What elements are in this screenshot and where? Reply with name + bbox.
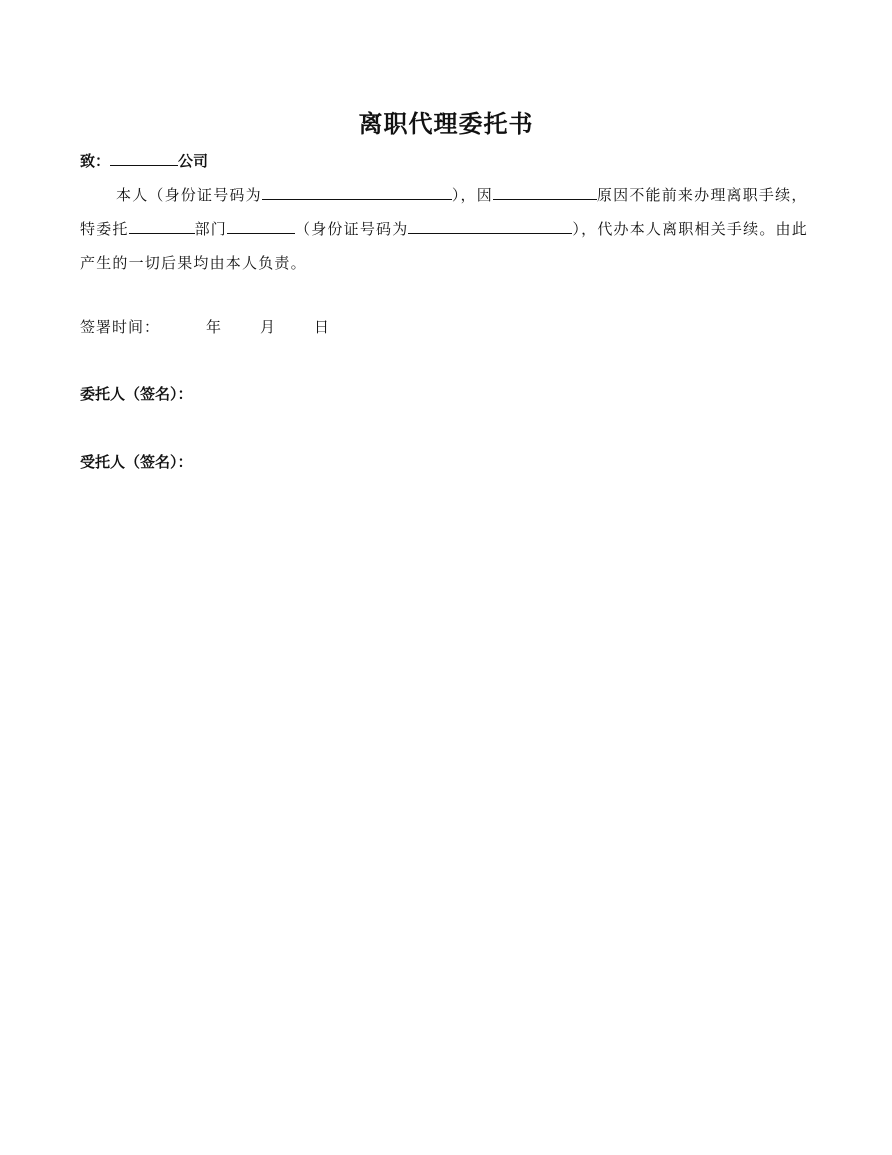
principal-signature-label: 委托人（签名）： [80,385,193,403]
body-seg-5: （身份证号码为 [295,220,409,238]
year-label: 年 [206,318,223,336]
document-title: 离职代理委托书 [358,109,534,138]
authorization-paragraph [80,178,812,280]
body-seg-2: ），因 [451,186,493,204]
principal-id-blank [262,185,452,200]
signing-date-line [80,316,330,337]
addressee-line [80,150,208,171]
addressee-suffix: 公司 [178,152,209,170]
signing-date-label: 签署时间： [80,318,161,336]
body-seg-3: 原因不能前来办理离职手续，特委托 [80,186,808,238]
reason-blank [493,185,597,200]
agent-signature-label: 受托人（签名）： [80,453,193,471]
addressee-prefix: 致： [80,152,111,170]
body-seg-6: ），代办本人离职相关手续。由此产生的一切后果均由本人负责。 [80,220,808,272]
agent-id-blank [408,219,572,234]
agent-name-blank [227,219,295,234]
month-label: 月 [260,318,277,336]
company-name-blank [110,151,178,166]
body-seg-1: 本人（身份证号码为 [116,186,262,204]
department-blank [129,219,195,234]
day-label: 日 [314,318,331,336]
body-seg-4: 部门 [194,220,228,238]
